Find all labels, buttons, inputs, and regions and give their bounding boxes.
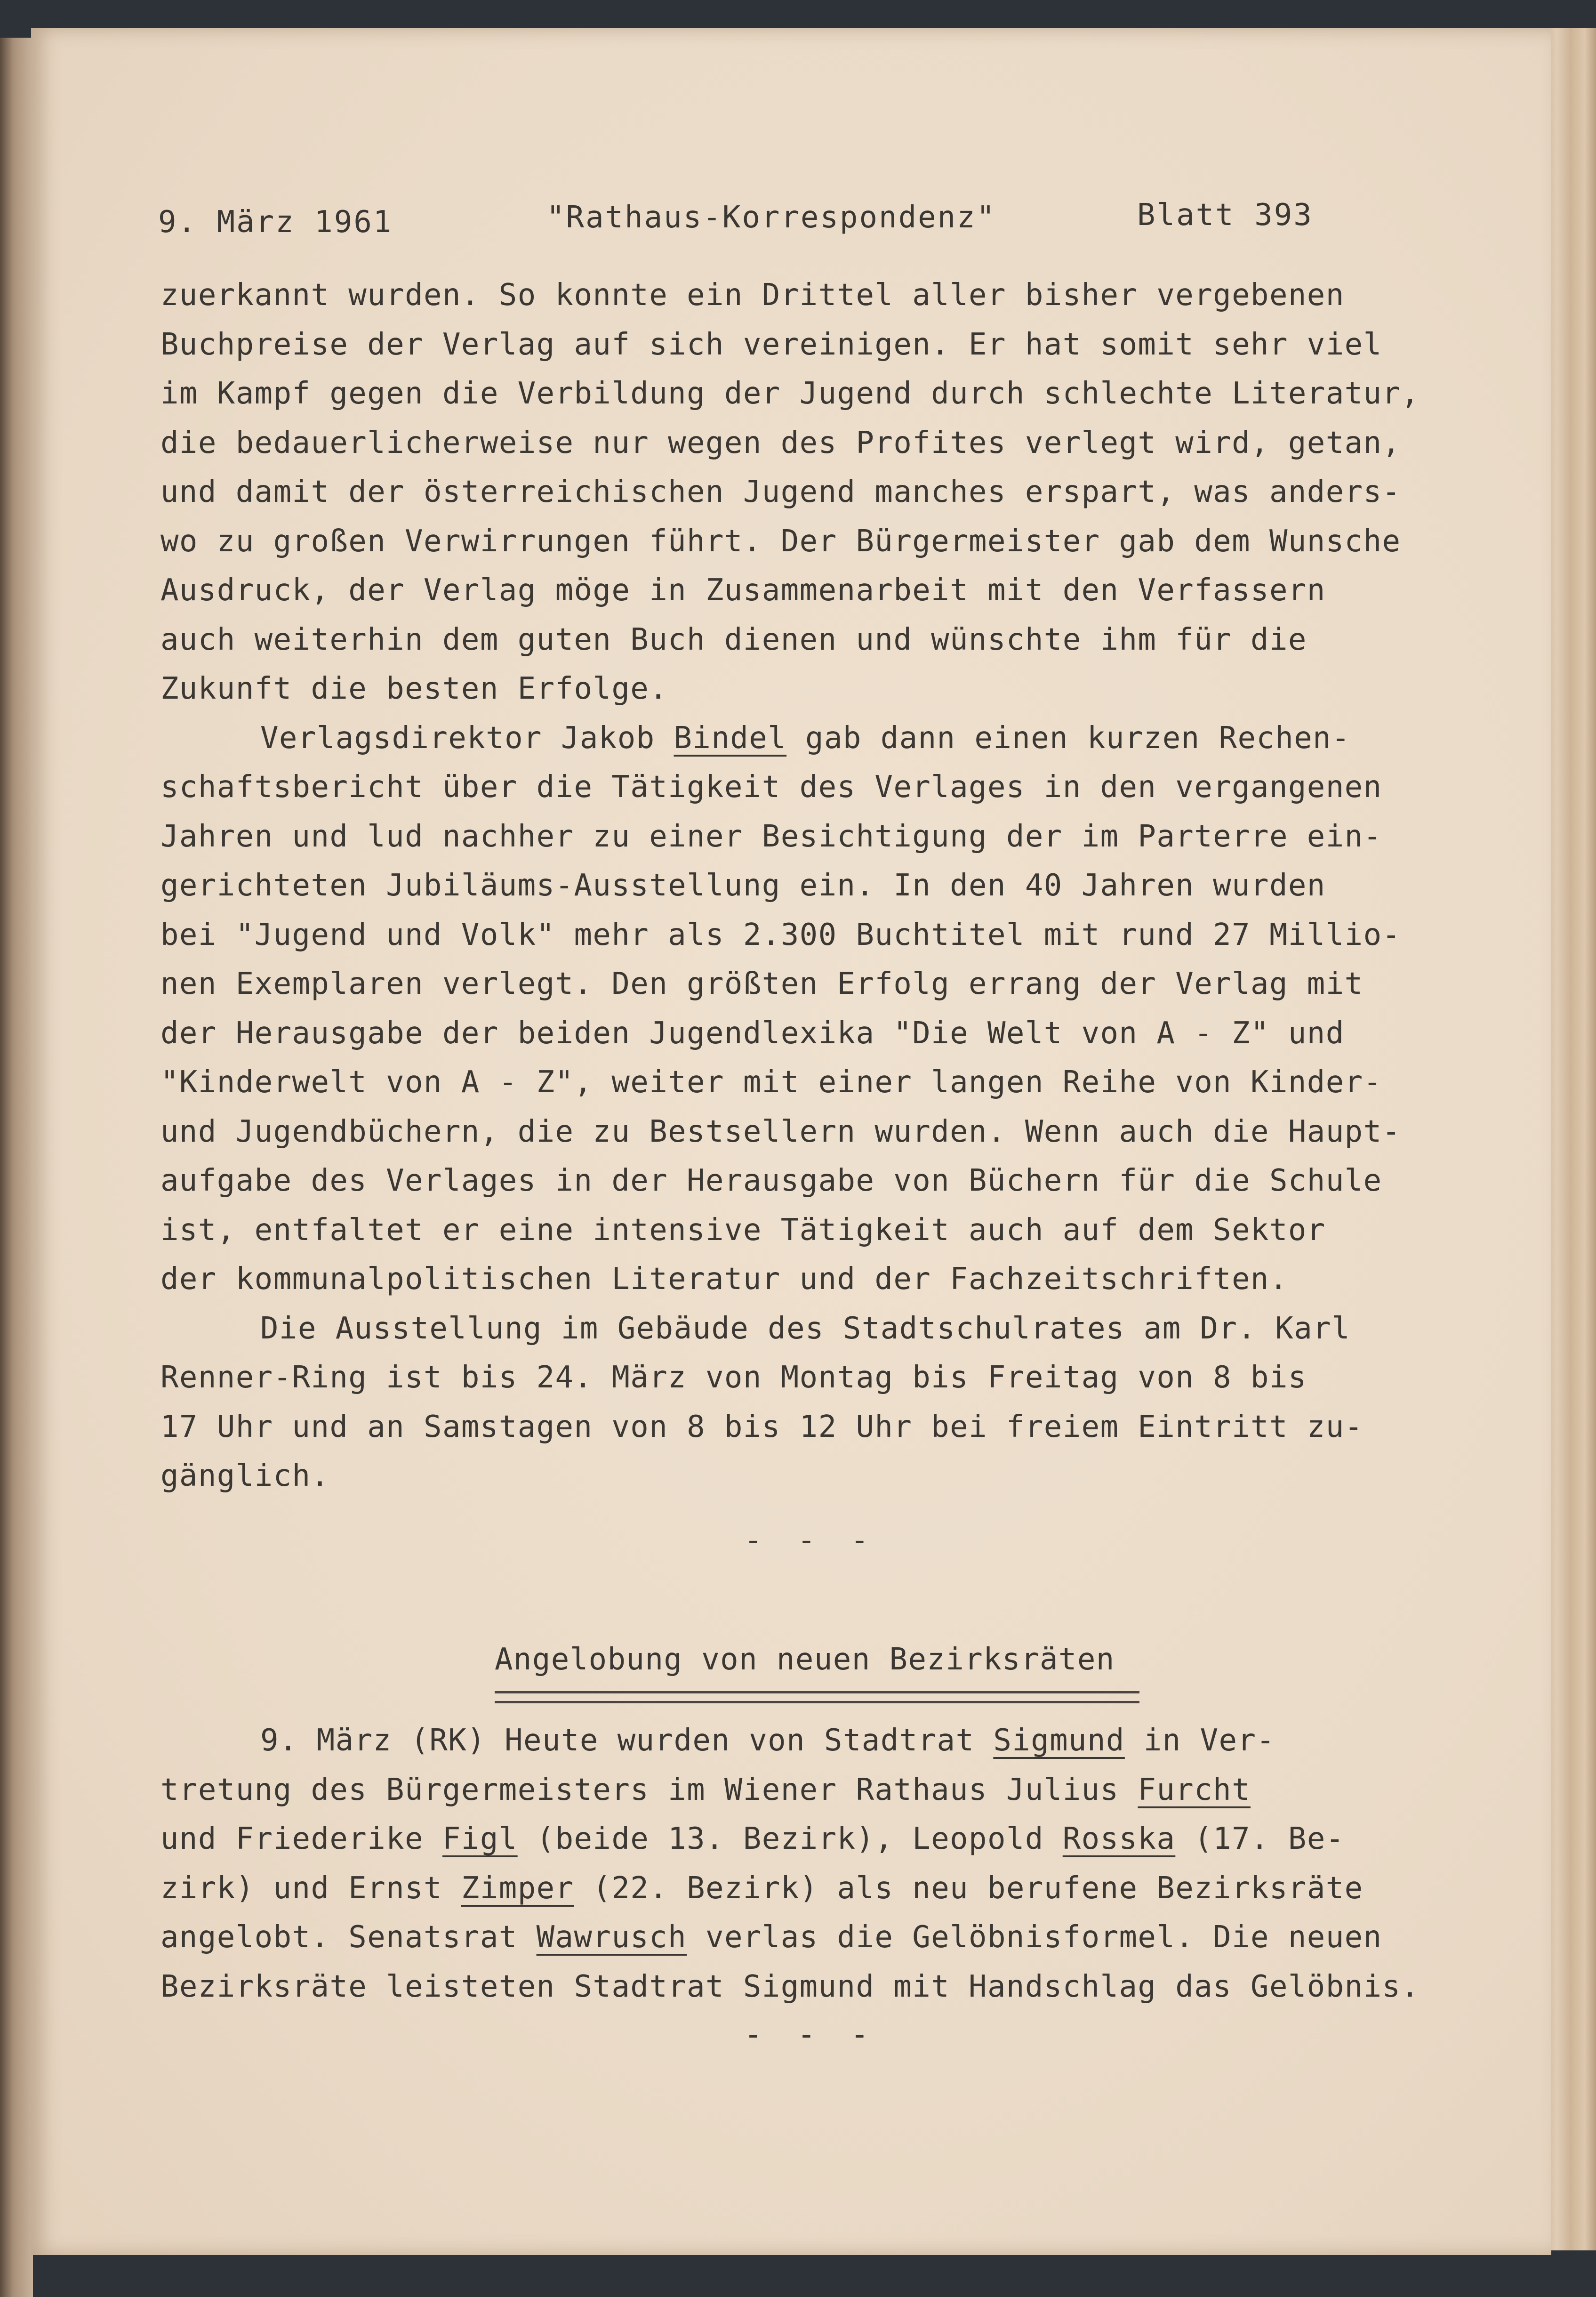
header-date: 9. März 1961	[158, 205, 393, 240]
text-line: nen Exemplaren verlegt. Den größten Erfolg errang der Verlag mit	[160, 967, 1363, 1001]
article-body	[160, 1716, 1492, 2011]
text-line: schaftsbericht über die Tätigkeit des Verlages in den vergangenen	[160, 770, 1382, 805]
text-line: der kommunalpolitischen Literatur und der Fachzeitschriften.	[160, 1262, 1288, 1297]
underlined-name: Furcht	[1138, 1772, 1251, 1807]
article-continuation	[160, 271, 1492, 1501]
text-line: Bezirksräte leisteten Stadtrat Sigmund mit Handschlag das Gelöbnis.	[160, 1969, 1420, 2004]
text-run: Verlagsdirektor Jakob	[260, 720, 674, 756]
text-line: und Jugendbüchern, die zu Bestsellern wurden. Wenn auch die Haupt-	[160, 1114, 1401, 1149]
text-line: zuerkannt wurden. So konnte ein Drittel aller bisher vergebenen	[160, 278, 1345, 313]
text-line: Die Ausstellung im Gebäude des Stadtschulrates am Dr. Karl	[260, 1311, 1351, 1346]
underlined-name: Rosska	[1062, 1821, 1176, 1856]
text-line	[160, 1814, 1492, 1864]
text-line	[160, 1765, 1492, 1815]
text-line	[160, 1864, 1492, 1913]
text-line: der Herausgabe der beiden Jugendlexika "Die Welt von A - Z" und	[160, 1016, 1345, 1051]
text-line: Jahren und lud nachher zu einer Besichtigung der im Parterre ein-	[160, 819, 1382, 854]
underlined-name: Zimper	[461, 1870, 574, 1906]
text-line: auch weiterhin dem guten Buch dienen und wünschte ihm für die	[160, 622, 1307, 657]
text-run: und Friederike	[160, 1821, 442, 1856]
text-line: und damit der österreichischen Jugend manches erspart, was anders-	[160, 475, 1401, 509]
text-run: tretung des Bürgermeisters im Wiener Rathaus Julius	[160, 1772, 1138, 1807]
text-line: ist, entfaltet er eine intensive Tätigkeit auch auf dem Sektor	[160, 1212, 1326, 1248]
text-line: bei "Jugend und Volk" mehr als 2.300 Buchtitel mit rund 27 Millio-	[160, 917, 1401, 952]
text-line: Buchpreise der Verlag auf sich vereinigen. Er hat somit sehr viel	[160, 327, 1382, 362]
text-line: Renner-Ring ist bis 24. März von Montag bis Freitag von 8 bis	[160, 1360, 1307, 1395]
text-line: Ausdruck, der Verlag möge in Zusammenarbeit mit den Verfassern	[160, 573, 1326, 608]
text-line	[160, 1913, 1492, 1962]
text-run: 9. März (RK) Heute wurden von Stadtrat	[260, 1723, 994, 1758]
text-line: gerichteten Jubiläums-Ausstellung ein. In den 40 Jahren wurden	[160, 868, 1326, 903]
text-run: (17. Be-	[1175, 1821, 1345, 1856]
text-run: angelobt. Senatsrat	[160, 1920, 537, 1955]
text-line: aufgabe des Verlages in der Herausgabe von Büchern für die Schule	[160, 1163, 1382, 1198]
text-line	[160, 1716, 1492, 1765]
text-line: die bedauerlicherweise nur wegen des Profites verlegt wird, getan,	[160, 425, 1401, 460]
book-left-edge	[0, 38, 33, 2297]
underlined-name: Figl	[442, 1821, 518, 1856]
text-run: zirk) und Ernst	[160, 1870, 461, 1906]
text-line: Zukunft die besten Erfolge.	[160, 671, 668, 706]
underlined-name: Wawrusch	[536, 1920, 687, 1955]
underlined-name: Sigmund	[993, 1723, 1125, 1758]
title-double-underline	[495, 1691, 1139, 1703]
text-line: wo zu großen Verwirrungen führt. Der Bürgermeister gab dem Wunsche	[160, 524, 1401, 559]
section-separator: - - -	[744, 2017, 877, 2052]
document-page	[31, 28, 1551, 2255]
text-run: verlas die Gelöbnisformel. Die neuen	[687, 1920, 1382, 1955]
text-run: in Ver-	[1124, 1723, 1275, 1758]
underlined-name: Bindel	[674, 720, 787, 756]
article-title: Angelobung von neuen Bezirksräten	[495, 1642, 1115, 1677]
text-line: gänglich.	[160, 1459, 330, 1493]
text-line: im Kampf gegen die Verbildung der Jugend durch schlechte Literatur,	[160, 376, 1420, 411]
text-run: (beide 13. Bezirk), Leopold	[517, 1821, 1063, 1856]
text-line: 17 Uhr und an Samstagen von 8 bis 12 Uhr bei freiem Eintritt zu-	[160, 1409, 1363, 1444]
text-run: gab dann einen kurzen Rechen-	[786, 720, 1351, 756]
section-separator: - - -	[744, 1523, 877, 1558]
paragraph-first-line	[160, 714, 1492, 763]
text-run: (22. Bezirk) als neu berufene Bezirksräte	[574, 1870, 1363, 1906]
header-sheet-number: Blatt 393	[1137, 198, 1313, 233]
text-line: "Kinderwelt von A - Z", weiter mit einer langen Reihe von Kinder-	[160, 1065, 1382, 1100]
header-title: "Rathaus-Korrespondenz"	[546, 200, 996, 235]
